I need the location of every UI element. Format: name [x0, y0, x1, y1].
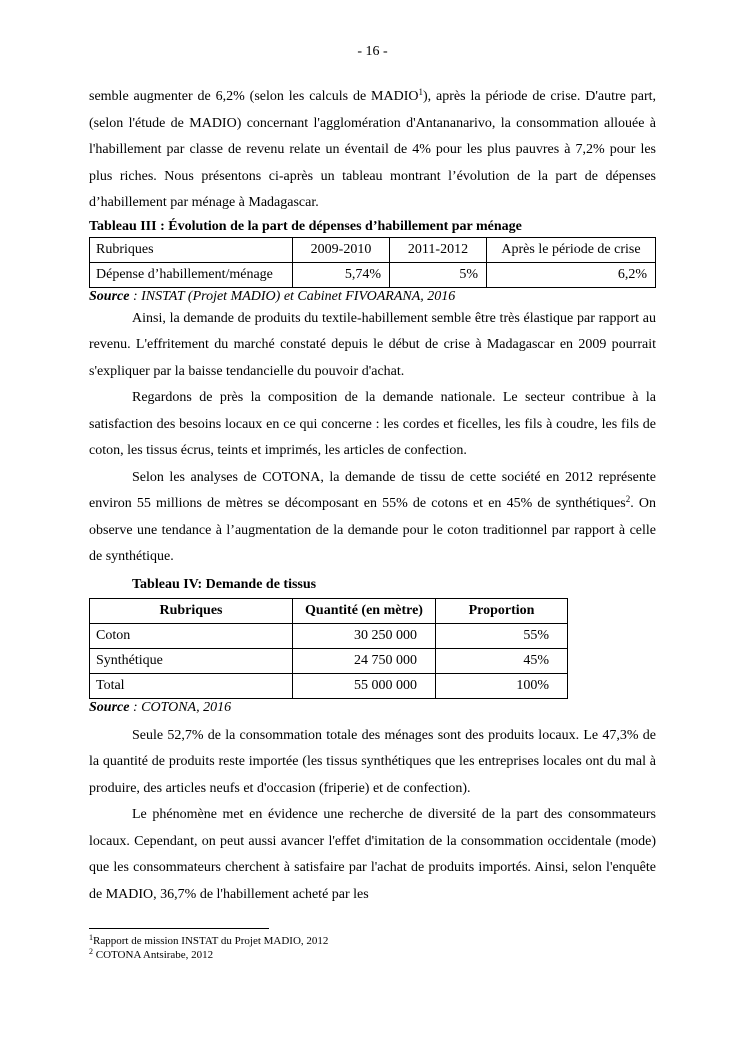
paragraph-4: [89, 465, 656, 571]
table-cell: Dépense d’habillement/ménage: [90, 262, 293, 287]
table-3: [89, 237, 656, 288]
table-3-header-apres-crise: Après le période de crise: [487, 237, 656, 262]
source-label: Source: [89, 288, 130, 304]
table-cell: 55%: [436, 623, 568, 648]
table-row: [90, 598, 568, 623]
table-cell: Coton: [90, 623, 293, 648]
table-4: [89, 598, 568, 699]
table-4-title: Tableau IV: Demande de tissus: [132, 576, 317, 592]
footnote-text: Rapport de mission INSTAT du Projet MADIO, 2012: [93, 935, 329, 947]
table-4-header-rubriques: Rubriques: [90, 598, 293, 623]
paragraph-1-end: ), après la période de crise. D'autre part, (selon l'étude de MADIO) concernant l'agglomération d'Antananarivo, la consommation allouée à l'habillement par classe de revenu relate un éventail de 4% pour les plus pauvres à 7,2% pour les plus riches. Nous présentons ci-après un tableau montrant l’évolution de la part de dépenses d’habillement par ménage à Madagascar.: [89, 89, 657, 210]
source-label: Source: [89, 699, 130, 715]
footnote-1: [89, 934, 328, 948]
footnote-mark: 1: [89, 933, 93, 942]
footnote-mark: 2: [89, 947, 93, 956]
table-row: [90, 623, 568, 648]
paragraph-2: Ainsi, la demande de produits du textile-habillement semble être très élastique par rapport au revenu. L'effritement du marché constaté depuis le début de crise à Madagascar en 2009 pourrait s'expliquer par la baisse tendancielle du pouvoir d'achat.: [89, 310, 656, 379]
table-cell: 55 000 000: [293, 673, 436, 698]
table-cell: 5,74%: [293, 262, 390, 287]
paragraph-1-start: semble augmenter de 6,2% (selon les calculs de MADIO: [89, 89, 419, 104]
table-4-header-quantite: Quantité (en mètre): [293, 598, 436, 623]
table-3-source: [89, 288, 656, 306]
footnote-ref-1[interactable]: 1: [418, 87, 423, 97]
table-cell: Synthétique: [90, 648, 293, 673]
footnote-2: [89, 948, 328, 962]
paragraph-3: Regardons de près la composition de la demande nationale. Le secteur contribue à la satisfaction des besoins locaux en ce qui concerne : les cordes et ficelles, les fils à coudre, les fils de coton, les tissus écrus, teints et imprimés, les articles de confection.: [89, 390, 656, 458]
table-cell: 5%: [390, 262, 487, 287]
table-cell: 30 250 000: [293, 623, 436, 648]
paragraph-6: Le phénomène met en évidence une recherche de diversité de la part des consommateurs locaux. Cependant, on peut aussi avancer l'effet d'imitation de la consommation occidentale (mode) que les consommateurs cherchent à satisfaire par l'achat de produits importés. Ainsi, selon l'enquête de MADIO, 36,7% de l'habillement acheté par les: [89, 807, 656, 902]
paragraph-4-end: . On observe une tendance à l’augmentation de la demande pour le coton traditionnel par rapport à celle de synthétique.: [89, 496, 656, 564]
table-4-source: [89, 699, 656, 717]
table-cell: 45%: [436, 648, 568, 673]
footnote-ref-2[interactable]: 2: [625, 494, 631, 504]
table-row: [90, 673, 568, 698]
footnote-text: COTONA Antsirabe, 2012: [93, 949, 214, 961]
table-row: [90, 237, 656, 262]
footnotes: [89, 934, 328, 962]
paragraph-5: Seule 52,7% de la consommation totale des ménages sont des produits locaux. Le 47,3% de la quantité de produits reste importée (les tissus synthétiques que les entreprises locales ont du mal à produire, des articles neufs et d'occasion (friperie) et de confection).: [89, 727, 656, 796]
table-3-header-2011-2012: 2011-2012: [390, 237, 487, 262]
footnote-divider: [89, 928, 269, 929]
page-number: - 16 -: [357, 44, 388, 59]
table-cell: 6,2%: [487, 262, 656, 287]
paragraph-1: [89, 84, 656, 217]
table-3-title: Tableau III : Évolution de la part de dépenses d’habillement par ménage: [89, 218, 522, 234]
table-cell: 24 750 000: [293, 648, 436, 673]
table-cell: 100%: [436, 673, 568, 698]
table-3-header-rubriques: Rubriques: [90, 237, 293, 262]
table-cell: Total: [90, 673, 293, 698]
table-row: [90, 262, 656, 287]
paragraph-4-start: Selon les analyses de COTONA, la demande de tissu de cette société en 2012 représente environ 55 millions de mètres se décomposant en 55% de cotons et en 45% de synthétiques: [89, 469, 656, 511]
table-row: [90, 648, 568, 673]
table-3-header-2009-2010: 2009-2010: [293, 237, 390, 262]
table-4-header-proportion: Proportion: [436, 598, 568, 623]
source-text: : COTONA, 2016: [129, 699, 232, 715]
source-text: : INSTAT (Projet MADIO) et Cabinet FIVOARANA, 2016: [129, 288, 456, 304]
page-body: [89, 84, 656, 908]
